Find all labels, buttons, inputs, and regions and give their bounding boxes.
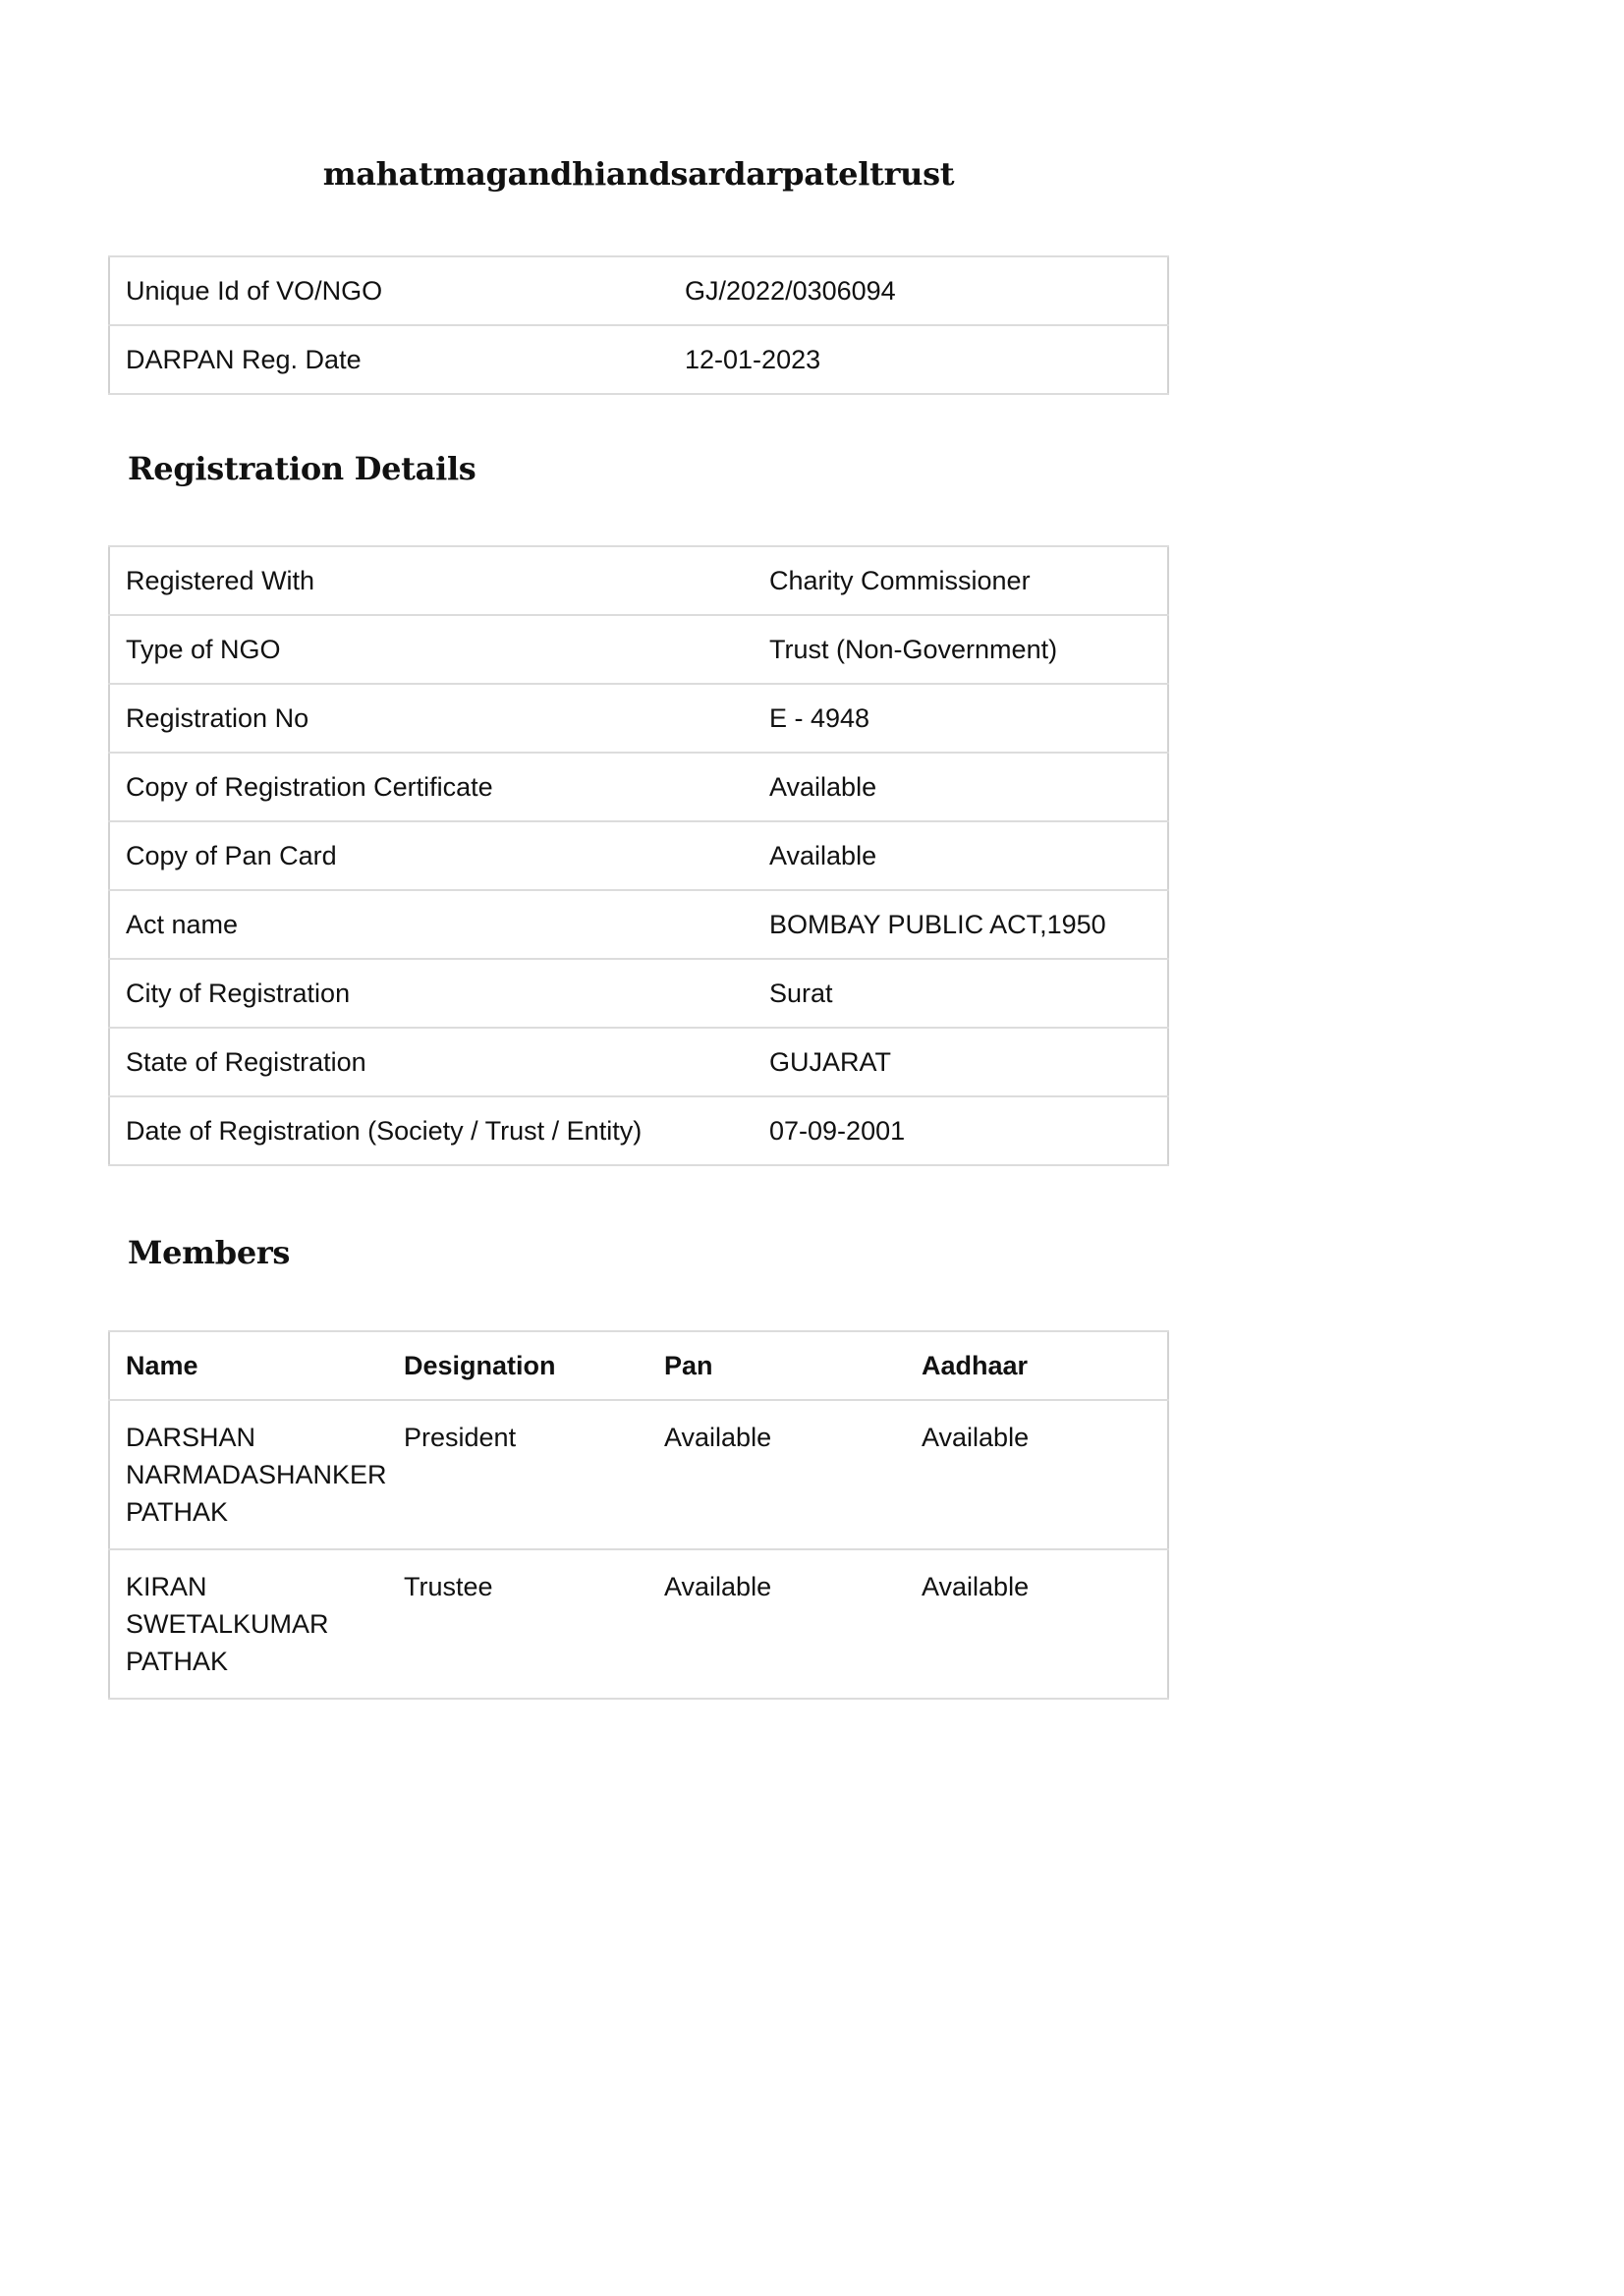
registration-certificate-label: Copy of Registration Certificate <box>109 753 754 821</box>
members-table <box>108 1330 1169 1700</box>
ngo-type-label: Type of NGO <box>109 615 754 684</box>
table-row <box>109 684 1168 753</box>
registration-date-label: Date of Registration (Society / Trust / Entity) <box>109 1096 754 1165</box>
member-name-line: DARSHAN <box>126 1423 256 1452</box>
act-name-label: Act name <box>109 890 754 959</box>
member-name-line: PATHAK <box>126 1647 229 1676</box>
column-header-name: Name <box>109 1331 388 1400</box>
registered-with-value: Charity Commissioner <box>754 546 1168 615</box>
table-row <box>109 890 1168 959</box>
table-row <box>109 325 1168 394</box>
member-name-line: SWETALKUMAR <box>126 1609 329 1639</box>
table-row <box>109 821 1168 890</box>
pan-card-label: Copy of Pan Card <box>109 821 754 890</box>
summary-table <box>108 255 1169 395</box>
table-row <box>109 615 1168 684</box>
table-header-row <box>109 1331 1168 1400</box>
act-name-value: BOMBAY PUBLIC ACT,1950 <box>754 890 1168 959</box>
table-row <box>109 959 1168 1028</box>
unique-id-value: GJ/2022/0306094 <box>669 256 1168 325</box>
table-row <box>109 256 1168 325</box>
members-heading: Members <box>128 1234 291 1271</box>
column-header-aadhaar: Aadhaar <box>906 1331 1168 1400</box>
ngo-type-value: Trust (Non-Government) <box>754 615 1168 684</box>
member-name-line: KIRAN <box>126 1572 207 1601</box>
registration-no-label: Registration No <box>109 684 754 753</box>
city-label: City of Registration <box>109 959 754 1028</box>
registration-table <box>108 545 1169 1166</box>
registration-heading: Registration Details <box>128 450 476 487</box>
member-pan: Available <box>648 1549 906 1699</box>
pan-card-value: Available <box>754 821 1168 890</box>
page-title: mahatmagandhiandsardarpateltrust <box>322 155 955 193</box>
member-name <box>109 1400 388 1549</box>
member-aadhaar: Available <box>906 1549 1168 1699</box>
table-row <box>109 546 1168 615</box>
registration-date-value: 07-09-2001 <box>754 1096 1168 1165</box>
column-header-designation: Designation <box>388 1331 648 1400</box>
member-name-line: PATHAK <box>126 1497 229 1527</box>
member-name-line: NARMADASHANKER <box>126 1460 387 1489</box>
member-designation: President <box>388 1400 648 1549</box>
registration-no-value: E - 4948 <box>754 684 1168 753</box>
table-row <box>109 753 1168 821</box>
table-row <box>109 1096 1168 1165</box>
table-row <box>109 1400 1168 1549</box>
member-pan: Available <box>648 1400 906 1549</box>
column-header-pan: Pan <box>648 1331 906 1400</box>
table-row <box>109 1028 1168 1096</box>
member-name <box>109 1549 388 1699</box>
registered-with-label: Registered With <box>109 546 754 615</box>
table-row <box>109 1549 1168 1699</box>
darpan-date-value: 12-01-2023 <box>669 325 1168 394</box>
city-value: Surat <box>754 959 1168 1028</box>
unique-id-label: Unique Id of VO/NGO <box>109 256 669 325</box>
state-label: State of Registration <box>109 1028 754 1096</box>
member-aadhaar: Available <box>906 1400 1168 1549</box>
registration-certificate-value: Available <box>754 753 1168 821</box>
state-value: GUJARAT <box>754 1028 1168 1096</box>
member-designation: Trustee <box>388 1549 648 1699</box>
darpan-date-label: DARPAN Reg. Date <box>109 325 669 394</box>
